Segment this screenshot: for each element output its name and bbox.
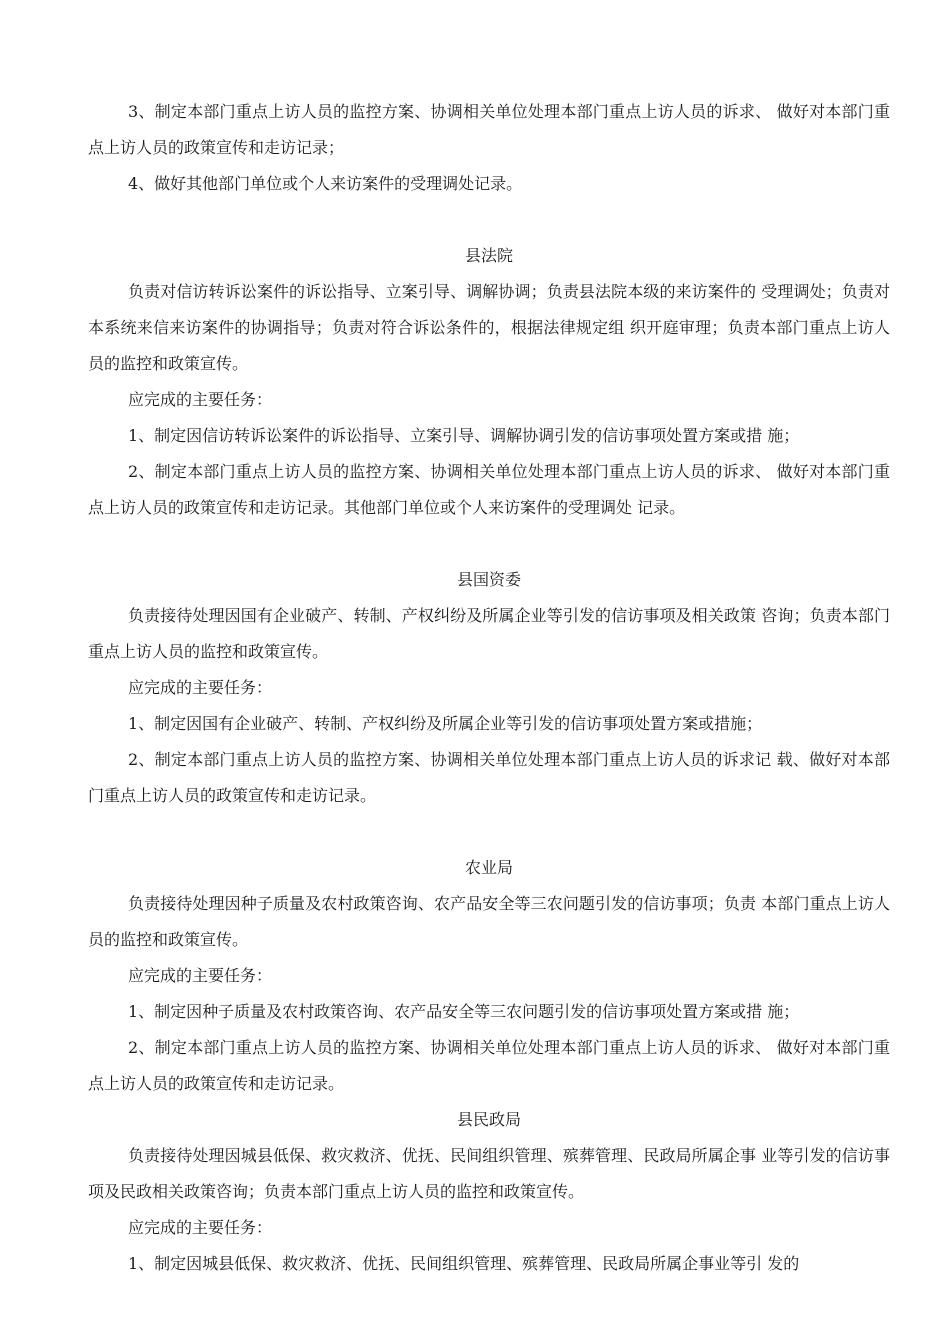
section-continuation (88, 94, 890, 202)
paragraph: 2、制定本部门重点上访人员的监控方案、协调相关单位处理本部门重点上访人员的诉求、 做好对本部门重点上访人员的政策宣传和走访记录。 (88, 1038, 890, 1093)
section-title: 农业局 (464, 858, 513, 877)
paragraph: 2、制定本部门重点上访人员的监控方案、协调相关单位处理本部门重点上访人员的诉求、 做好对本部门重点上访人员的政策宣传和走访记录。其他部门单位或个人来访案件的受理调处 记录。 (88, 462, 890, 517)
section-county-court (88, 238, 890, 526)
document-page (88, 94, 890, 1282)
section-title: 县法院 (464, 246, 513, 265)
paragraph: 应完成的主要任务： (128, 678, 273, 697)
section-title: 县国资委 (456, 570, 521, 589)
paragraph: 负责接待处理因国有企业破产、转制、产权纠纷及所属企业等引发的信访事项及相关政策 咨询；负责本部门重点上访人员的监控和政策宣传。 (88, 606, 890, 661)
section-state-assets (88, 562, 890, 814)
section-civil-affairs-bureau (88, 1102, 890, 1282)
paragraph: 负责接待处理因种子质量及农村政策咨询、农产品安全等三农问题引发的信访事项；负责 本部门重点上访人员的监控和政策宣传。 (88, 894, 890, 949)
paragraph: 2、制定本部门重点上访人员的监控方案、协调相关单位处理本部门重点上访人员的诉求记 载、做好对本部门重点上访人员的政策宣传和走访记录。 (88, 750, 890, 805)
section-agriculture-bureau (88, 850, 890, 1102)
section-title: 县民政局 (456, 1110, 521, 1129)
paragraph: 4、做好其他部门单位或个人来访案件的受理调处记录。 (128, 174, 523, 193)
paragraph: 1、制定因国有企业破产、转制、产权纠纷及所属企业等引发的信访事项处置方案或措施； (128, 714, 763, 733)
paragraph: 1、制定因城县低保、救灾救济、优抚、民间组织管理、殡葬管理、民政局所属企事业等引 发的 (128, 1254, 800, 1273)
paragraph: 负责对信访转诉讼案件的诉讼指导、立案引导、调解协调；负责县法院本级的来访案件的 受理调处；负责对本系统来信来访案件的协调指导；负责对符合诉讼条件的，根据法律规定组 织开庭审理；负责本部门重点上访人员的监控和政策宣传。 (88, 282, 890, 373)
paragraph: 负责接待处理因城县低保、救灾救济、优抚、民间组织管理、殡葬管理、民政局所属企事 业等引发的信访事项及民政相关政策咨询；负责本部门重点上访人员的监控和政策宣传。 (88, 1146, 890, 1201)
paragraph: 3、制定本部门重点上访人员的监控方案、协调相关单位处理本部门重点上访人员的诉求、 做好对本部门重点上访人员的政策宣传和走访记录； (88, 102, 890, 157)
paragraph: 应完成的主要任务： (128, 390, 273, 409)
paragraph: 应完成的主要任务： (128, 1218, 273, 1237)
paragraph: 1、制定因信访转诉讼案件的诉讼指导、立案引导、调解协调引发的信访事项处置方案或措 施； (128, 426, 800, 445)
paragraph: 1、制定因种子质量及农村政策咨询、农产品安全等三农问题引发的信访事项处置方案或措 施； (128, 1002, 800, 1021)
paragraph: 应完成的主要任务： (128, 966, 273, 985)
